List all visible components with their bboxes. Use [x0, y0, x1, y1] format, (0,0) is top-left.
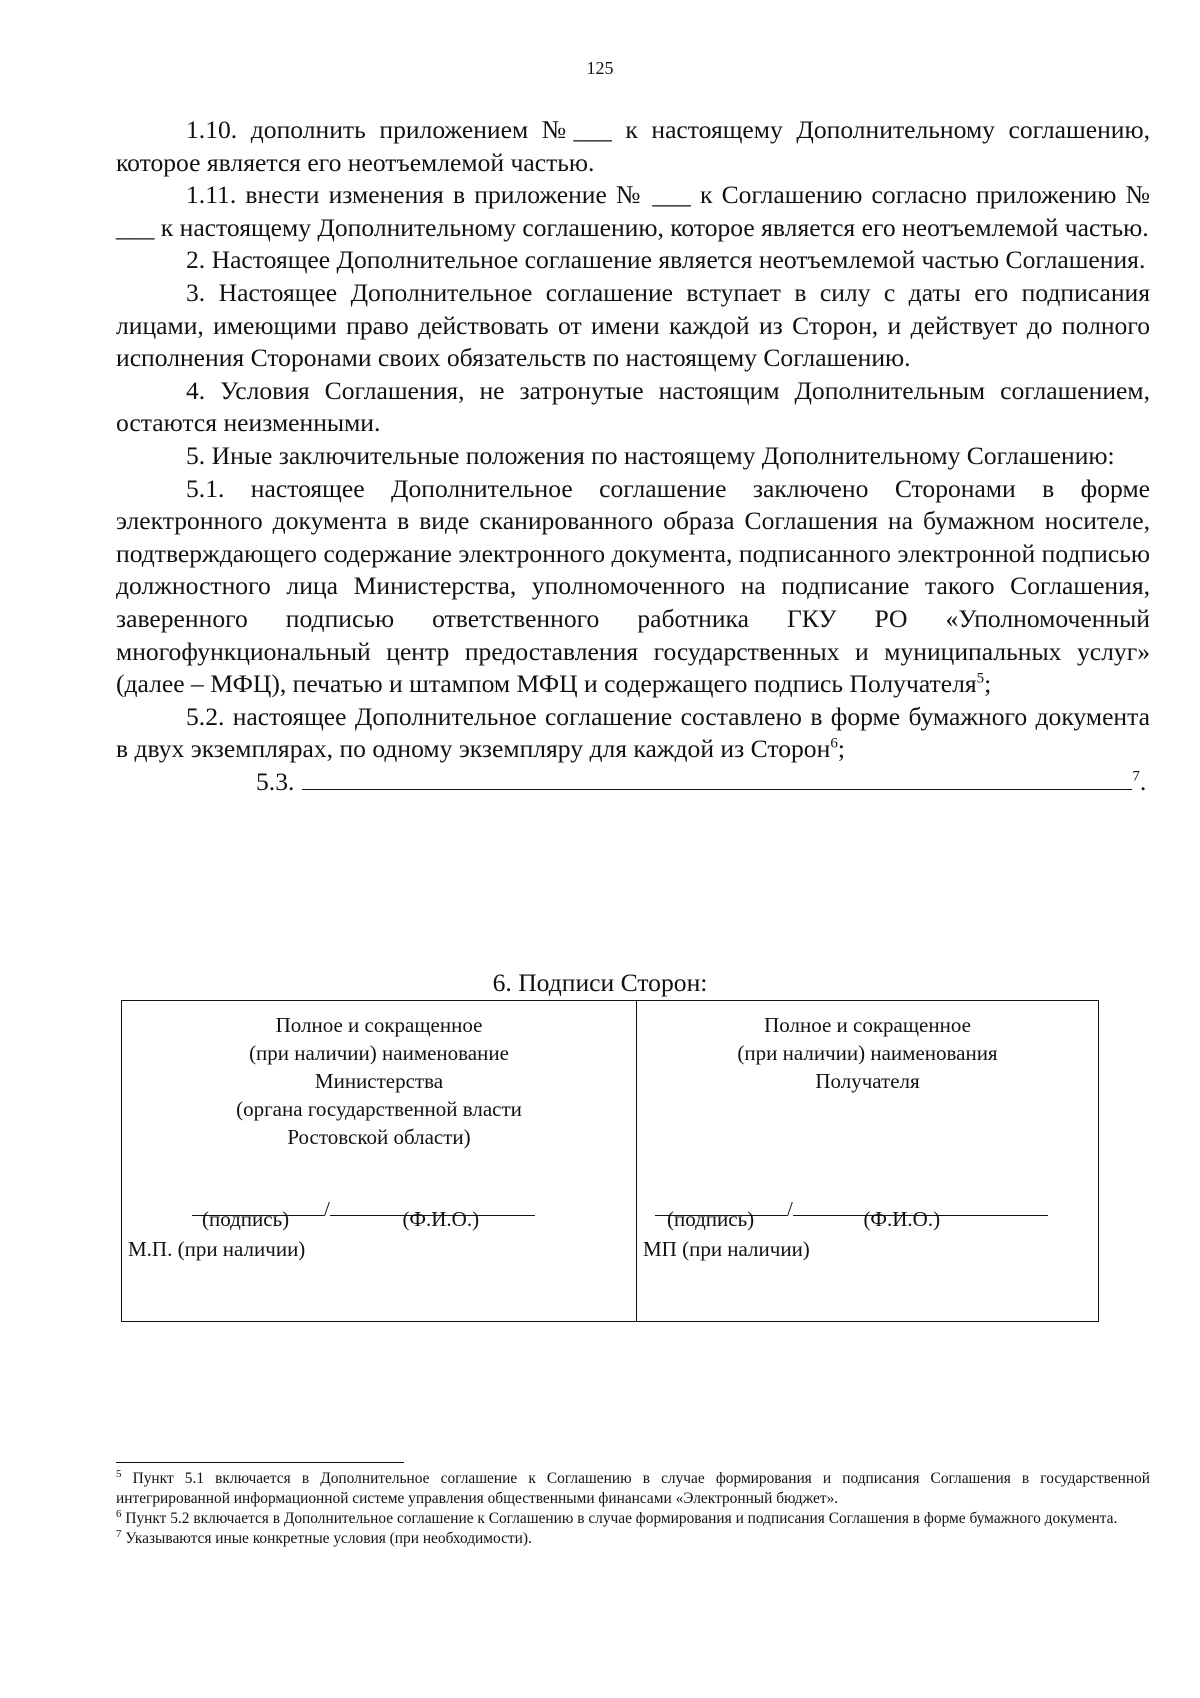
ministry-heading: Полное и сокращенное (при наличии) наименование Министерства (органа государственной власти Ростовской области) [236, 1013, 522, 1149]
recipient-heading: Полное и сокращенное (при наличии) наименования Получателя [737, 1013, 998, 1093]
ministry-stamp: М.П. (при наличии) [128, 1237, 306, 1261]
paragraph-5-3 [116, 766, 1150, 799]
footnote-ref-7[interactable]: 7 [1132, 768, 1140, 785]
signatures-title: 6. Подписи Сторон: [492, 968, 708, 997]
recipient-stamp: МП (при наличии) [643, 1237, 810, 1261]
signature-column-recipient [637, 1001, 1098, 1321]
footnote-7-text: Указываются иные конкретные условия (при необходимости). [121, 1530, 532, 1547]
paragraph-4: 4. Условия Соглашения, не затронутые настоящим Дополнительным соглашением, остаются неизменными. [116, 375, 1150, 438]
footnote-ref-6[interactable]: 6 [830, 735, 838, 752]
recipient-caption [667, 1207, 940, 1232]
paragraph-3: 3. Настоящее Дополнительное соглашение вступает в силу с даты его подписания лицами, имеющими право действовать от имени каждой из Сторон, и действует до полного исполнения Сторонами своих обязательств по настоящему Соглашению. [116, 277, 1150, 373]
footnote-5-number: 5 [116, 1467, 122, 1480]
paragraph-5-3-label: 5.3. [256, 766, 295, 796]
recipient-name-label: (Ф.И.О.) [863, 1207, 941, 1231]
ministry-sign-label: (подпись) [202, 1207, 290, 1231]
paragraph-5-1 [116, 473, 1150, 701]
recipient-sign-label: (подпись) [667, 1207, 755, 1231]
footnote-7-number: 7 [116, 1527, 122, 1540]
paragraph-2: 2. Настоящее Дополнительное соглашение является неотъемлемой частью Соглашения. [186, 245, 1146, 275]
page-number: 125 [586, 58, 614, 78]
footnote-5 [116, 1469, 1150, 1509]
recipient-slash: / [787, 1197, 793, 1221]
paragraph-5-1-tail: ; [984, 669, 992, 699]
footnote-6-text: Пункт 5.2 включается в Дополнительное соглашение к Соглашению в случае формирования и подписания Соглашения в форме бумажного документа. [121, 1510, 1118, 1527]
signature-column-ministry [122, 1001, 637, 1321]
footnote-6-number: 6 [116, 1507, 122, 1520]
signatures-table [121, 1000, 1099, 1322]
paragraph-1-10: 1.10. дополнить приложением №___ к настоящему Дополнительному соглашению, которое является его неотъемлемой частью. [116, 115, 1150, 177]
footnote-ref-5[interactable]: 5 [976, 670, 985, 687]
paragraph-5-2-text: 5.2. настоящее Дополнительное соглашение составлено в форме бумажного документа в двух экземплярах, по одному экземпляру для каждой из Сторон [116, 701, 1150, 764]
agreement-body [116, 114, 1150, 798]
paragraph-1-11: 1.11. внести изменения в приложение № ___ к Соглашению согласно приложению № ___ к настоящему Дополнительному соглашению, которое является его неотъемлемой частью. [116, 180, 1150, 242]
footnote-5-text: Пункт 5.1 включается в Дополнительное соглашение к Соглашению в случае формирования и подписания Соглашения в государственной интегрированной информационной системе управления общественными финансами «Электронный бюджет». [116, 1470, 1150, 1507]
paragraph-5-2-tail: ; [837, 734, 845, 764]
paragraph-5-3-tail: . [1139, 766, 1147, 796]
footnote-6 [116, 1509, 1150, 1529]
ministry-caption [202, 1207, 479, 1232]
footnote-7 [116, 1529, 1150, 1549]
footnote-separator [116, 1462, 404, 1463]
ministry-name-label: (Ф.И.О.) [402, 1207, 480, 1231]
blank-line [302, 767, 1132, 790]
paragraph-5-1-text: 5.1. настоящее Дополнительное соглашение заключено Сторонами в форме электронного документа в виде сканированного образа Соглашения на бумажном носителе, подтверждающего содержание электронного документа, подписанного электронной подписью должностного лица Министерства, уполномоченного на подписание такого Соглашения, заверенного подписью ответственного работника ГКУ РО «Уполномоченный многофункциональный центр предоставления государственных и муниципальных услуг» (далее – МФЦ), печатью и штампом МФЦ и содержащего подпись Получателя [116, 473, 1150, 699]
paragraph-5: 5. Иные заключительные положения по настоящему Дополнительному Соглашению: [186, 440, 1115, 470]
ministry-slash: / [324, 1197, 330, 1221]
paragraph-5-2 [116, 701, 1150, 766]
footnotes [116, 1469, 1150, 1549]
